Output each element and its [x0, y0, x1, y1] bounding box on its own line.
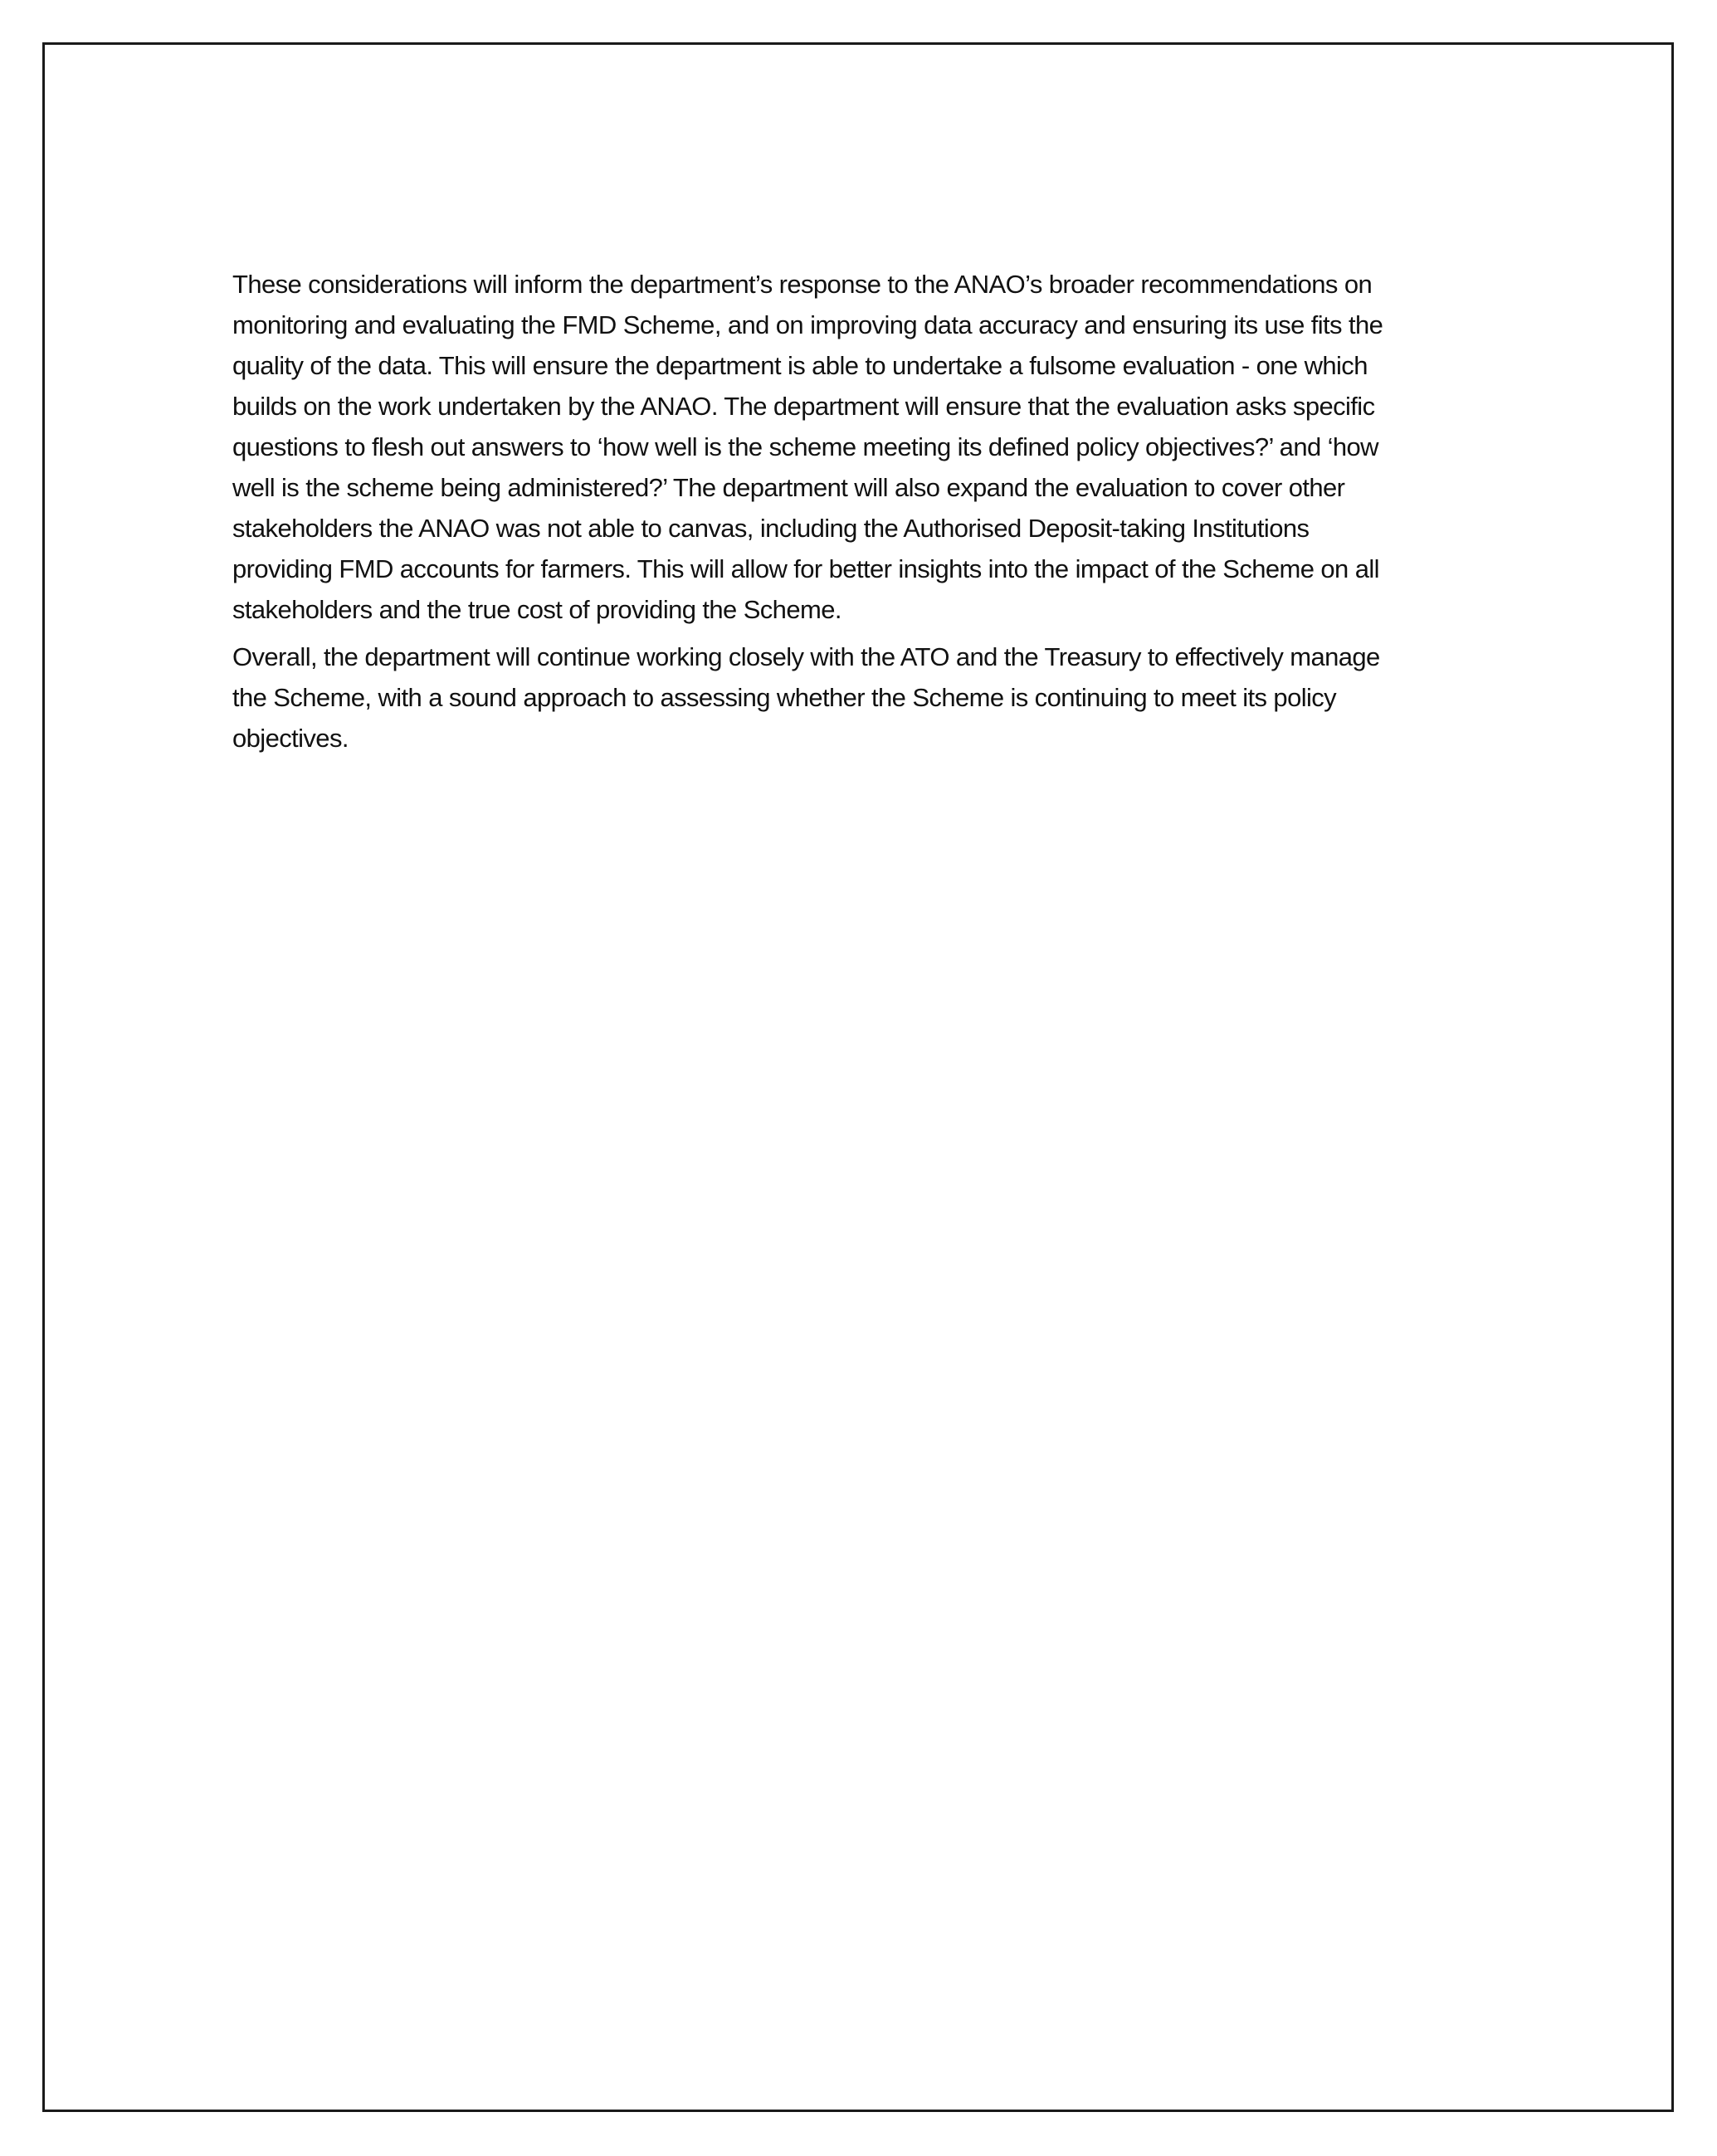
paragraph-1 — [232, 264, 1494, 630]
text-line: These considerations will inform the department’s response to the ANAO’s broader recommendations on — [232, 270, 1373, 299]
text-line: monitoring and evaluating the FMD Scheme, and on improving data accuracy and ensuring its use fits the — [232, 310, 1383, 339]
text-line: stakeholders and the true cost of providing the Scheme. — [232, 595, 841, 624]
text-line: stakeholders the ANAO was not able to canvas, including the Authorised Deposit-taking Institutions — [232, 514, 1310, 543]
paragraph-2 — [232, 637, 1494, 759]
text-line: well is the scheme being administered?’ The department will also expand the evaluation to cover other — [232, 473, 1345, 502]
text-line: providing FMD accounts for farmers. This will allow for better insights into the impact of the Scheme on all — [232, 554, 1379, 583]
text-line: quality of the data. This will ensure the department is able to undertake a fulsome evaluation - one which — [232, 351, 1368, 380]
text-line: builds on the work undertaken by the ANAO. The department will ensure that the evaluation asks specific — [232, 392, 1375, 421]
document-body — [232, 264, 1494, 765]
text-line: objectives. — [232, 724, 349, 753]
text-line: the Scheme, with a sound approach to assessing whether the Scheme is continuing to meet its policy — [232, 683, 1337, 712]
text-line: questions to flesh out answers to ‘how well is the scheme meeting its defined policy objectives?’ and ‘how — [232, 432, 1378, 461]
text-line: Overall, the department will continue working closely with the ATO and the Treasury to effectively manage — [232, 642, 1380, 671]
